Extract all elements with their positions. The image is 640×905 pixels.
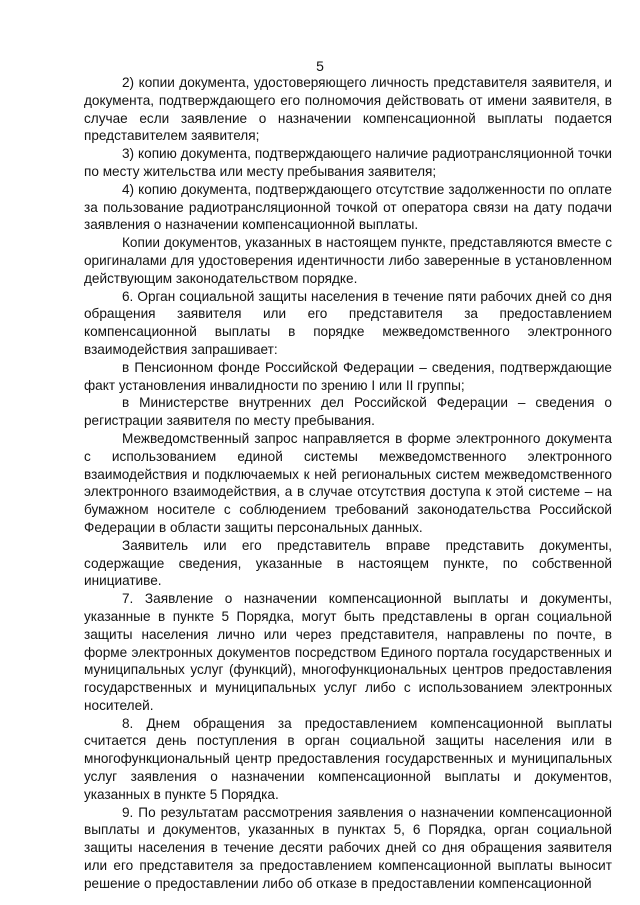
paragraph-copy-representative-id: 2) копии документа, удостоверяющего личность представителя заявителя, и документа, подтверждающего его полномочия действовать от имени заявителя, в случае если заявление о назначении компенсационной выплаты подается представителем заявителя;	[84, 75, 612, 144]
document-body	[84, 74, 612, 893]
paragraph-interagency-request: Межведомственный запрос направляется в форме электронного документа с использованием единой системы межведомственного электронного взаимодействия и подключаемых к ней региональных систем межведомственного электронного взаимодействия, а в случае отсутствия доступа к этой системе – на бумажном носителе с соблюдением требований законодательства Российской Федерации в области защиты персональных данных.	[84, 430, 612, 535]
paragraph-document-copies: Копии документов, указанных в настоящем пункте, представляются вместе с оригиналами для удостоверения идентичности либо заверенные в установленном действующим законодательством порядке.	[84, 235, 612, 286]
paragraph-interior-ministry: в Министерстве внутренних дел Российской Федерации – сведения о регистрации заявителя по месту пребывания.	[84, 395, 612, 429]
paragraph-item-7: 7. Заявление о назначении компенсационной выплаты и документы, указанные в пункте 5 Порядка, могут быть представлены в орган социальной защиты населения лично или через представителя, направлены по почте, в форме электронных документов посредством Единого портала государственных и муниципальных услуг (функций), многофункциональных центров предоставления государственных и муниципальных услуг либо с использованием электронных носителей.	[84, 591, 612, 713]
paragraph-item-8: 8. Днем обращения за предоставлением компенсационной выплаты считается день поступления в орган социальной защиты населения или в многофункциональный центр предоставления государственных и муниципальных услуг заявления о назначении компенсационной выплаты и документов, указанных в пункте 5 Порядка.	[84, 715, 612, 802]
paragraph-copy-radio-point: 3) копию документа, подтверждающего наличие радиотрансляционной точки по месту жительства или месту пребывания заявителя;	[84, 146, 612, 179]
paragraph-pension-fund: в Пенсионном фонде Российской Федерации – сведения, подтверждающие факт установления инвалидности по зрению I или II группы;	[84, 359, 612, 393]
page-number: 5	[316, 58, 324, 74]
paragraph-item-9: 9. По результатам рассмотрения заявления о назначении компенсационной выплаты и документов, указанных в пунктах 5, 6 Порядка, орган социальной защиты населения в течение десяти рабочих дней со дня обращения заявителя или его представителя за предоставлением компенсационной выплаты выносит решение о предоставлении либо об отказе в предоставлении компенсационной	[84, 804, 612, 891]
paragraph-item-6: 6. Орган социальной защиты населения в течение пяти рабочих дней со дня обращения заявителя или его представителя за предоставлением компенсационной выплаты в порядке межведомственного электронного взаимодействия запрашивает:	[84, 288, 612, 357]
paragraph-copy-no-debt: 4) копию документа, подтверждающего отсутствие задолженности по оплате за пользование радиотрансляционной точкой от оператора связи на дату подачи заявления о назначении компенсационной выплаты.	[84, 181, 612, 233]
paragraph-own-initiative: Заявитель или его представитель вправе представить документы, содержащие сведения, указанные в настоящем пункте, по собственной инициативе.	[84, 537, 612, 589]
